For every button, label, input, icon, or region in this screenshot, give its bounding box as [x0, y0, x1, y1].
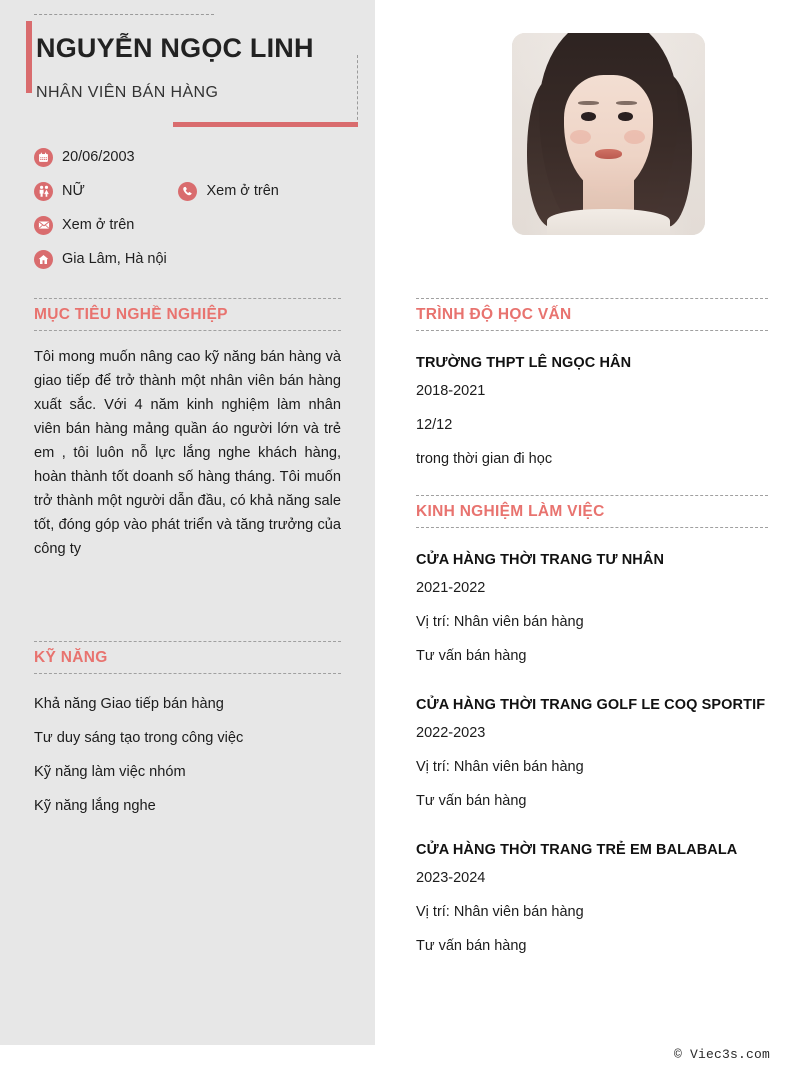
portrait-photo	[512, 33, 705, 235]
header-dashed-rule-top	[34, 14, 214, 15]
experience-entry	[416, 550, 768, 673]
entry-line: Vị trí: Nhân viên bán hàng	[416, 904, 584, 920]
entry-line: 2023-2024	[416, 870, 486, 886]
entry-title: CỬA HÀNG THỜI TRANG TƯ NHÂN	[416, 552, 665, 568]
career-objective-heading	[34, 298, 341, 331]
entry-line: Vị trí: Nhân viên bán hàng	[416, 614, 584, 630]
entry-line: 2022-2023	[416, 725, 486, 741]
entry-title: CỬA HÀNG THỜI TRANG GOLF LE COQ SPORTIF	[416, 697, 766, 713]
contact-birthdate	[34, 140, 174, 174]
skills-list	[34, 687, 341, 823]
entry-line: 2021-2022	[416, 580, 486, 596]
section-heading-text: TRÌNH ĐỘ HỌC VẤN	[416, 306, 572, 323]
entry-title: CỬA HÀNG THỜI TRANG TRẺ EM BALABALA	[416, 842, 738, 858]
career-objective-section	[34, 298, 341, 561]
list-item: Kỹ năng lắng nghe	[34, 798, 156, 814]
entry-line: 2018-2021	[416, 383, 486, 399]
address-text: Gia Lâm, Hà nội	[62, 251, 167, 267]
birthdate-text: 20/06/2003	[62, 149, 135, 165]
photo-mouth	[595, 149, 622, 159]
experience-heading	[416, 495, 768, 528]
education-section	[416, 298, 768, 476]
education-heading	[416, 298, 768, 331]
contact-row	[34, 242, 364, 276]
experience-section	[416, 495, 768, 963]
experience-entry	[416, 840, 768, 963]
entry-line: Tư vấn bán hàng	[416, 648, 527, 664]
entry-title: TRƯỜNG THPT LÊ NGỌC HÂN	[416, 355, 632, 371]
section-heading-text: KỸ NĂNG	[34, 649, 108, 666]
photo-cheek-left	[570, 130, 591, 144]
section-heading-text: MỤC TIÊU NGHỀ NGHIỆP	[34, 306, 228, 323]
contact-row	[34, 174, 364, 208]
entry-line: Tư vấn bán hàng	[416, 793, 527, 809]
photo-collar	[547, 209, 671, 235]
gender-text: NỮ	[62, 183, 85, 199]
candidate-name: NGUYỄN NGỌC LINH	[36, 33, 314, 63]
phone-icon	[178, 182, 197, 201]
home-icon	[34, 250, 53, 269]
contact-address	[34, 242, 274, 276]
left-sidebar-panel	[0, 0, 375, 1045]
entry-line: Tư vấn bán hàng	[416, 938, 527, 954]
career-objective-body: Tôi mong muốn nâng cao kỹ năng bán hàng và giao tiếp để trở thành một nhân viên bán hàng xuất sắc. Với 4 năm kinh nghiệm làm nhân viên bán hàng mảng quần áo người lớn và trẻ em , tôi luôn nỗ lực lắng nghe khách hàng, hoàn thành tốt doanh số hàng tháng. Tôi muốn trở thành một người dẫn đầu, có khả năng sale tốt, đóng góp vào phát triển và tăng trưởng của công ty	[34, 349, 341, 557]
email-icon	[34, 216, 53, 235]
photo-brow-left	[578, 101, 599, 105]
calendar-icon	[34, 148, 53, 167]
skills-heading	[34, 641, 341, 674]
contact-row	[34, 208, 364, 242]
entry-line: Vị trí: Nhân viên bán hàng	[416, 759, 584, 775]
email-text: Xem ở trên	[62, 217, 135, 233]
contact-email	[34, 208, 174, 242]
photo-eye-left	[581, 112, 595, 121]
contact-phone	[178, 174, 278, 208]
contact-gender	[34, 174, 174, 208]
education-entry	[416, 353, 768, 476]
header-accent-bar-left	[26, 21, 32, 93]
header-accent-bar-bottom	[173, 122, 358, 127]
gender-icon	[34, 182, 53, 201]
contact-block	[34, 140, 364, 276]
entry-line: trong thời gian đi học	[416, 451, 553, 467]
header-dashed-rule-right	[357, 55, 358, 125]
candidate-job-title: NHÂN VIÊN BÁN HÀNG	[36, 84, 219, 101]
footer-watermark: © Viec3s.com	[673, 1047, 770, 1062]
section-heading-text: KINH NGHIỆM LÀM VIỆC	[416, 503, 605, 520]
list-item: Kỹ năng làm việc nhóm	[34, 764, 186, 780]
entry-line: 12/12	[416, 417, 453, 433]
phone-text: Xem ở trên	[206, 183, 279, 199]
skills-section	[34, 641, 341, 823]
photo-eye-right	[618, 112, 632, 121]
photo-brow-right	[616, 101, 637, 105]
contact-row	[34, 140, 364, 174]
list-item: Tư duy sáng tạo trong công việc	[34, 730, 244, 746]
list-item: Khả năng Giao tiếp bán hàng	[34, 696, 224, 712]
experience-entry	[416, 695, 768, 818]
